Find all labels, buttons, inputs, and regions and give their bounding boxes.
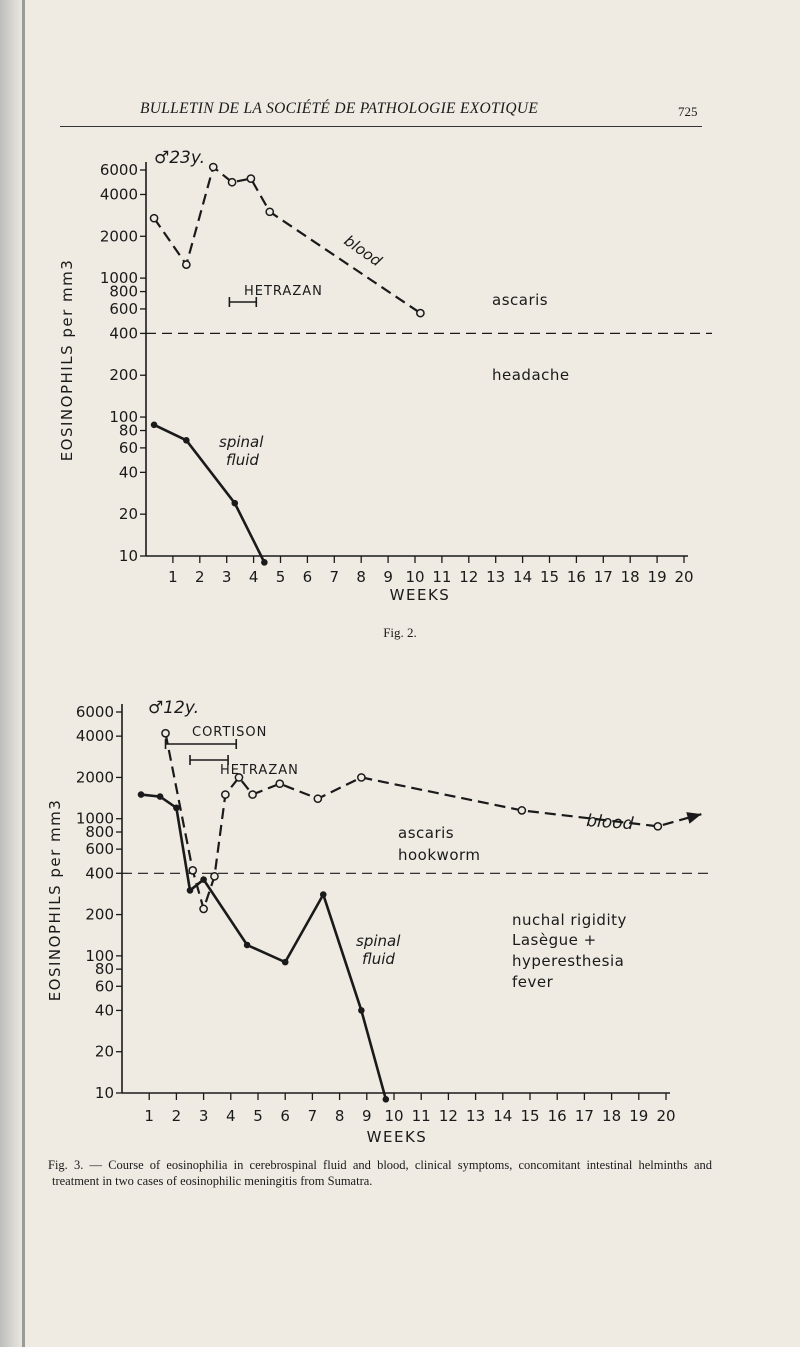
fig3-x-tick-label: 11 xyxy=(411,1107,431,1125)
fig3-y-tick-label: 100 xyxy=(85,946,114,965)
fig3-spinal-fluid-point xyxy=(383,1096,390,1103)
fig2-x-tick-label: 18 xyxy=(620,568,640,586)
fig2-y-tick-label: 1000 xyxy=(99,269,138,288)
fig3-blood-point xyxy=(654,823,661,830)
fig2-spinal-fluid-series-label: spinal xyxy=(219,433,264,451)
fig2-spinal-fluid-series-label: fluid xyxy=(226,451,259,469)
fig3-blood-point xyxy=(249,791,256,798)
fig2-x-tick-label: 2 xyxy=(195,568,205,586)
fig2-blood-series-label: blood xyxy=(340,231,386,271)
fig3-blood-point xyxy=(211,873,218,880)
page-number: 725 xyxy=(678,104,698,119)
fig3-annotation-treatment: HETRAZAN xyxy=(220,763,299,778)
fig2-x-tick-label: 9 xyxy=(383,568,393,586)
fig2-y-tick-label: 10 xyxy=(118,547,138,565)
fig3-annotation-symptom: hyperesthesia xyxy=(512,952,625,970)
fig2-blood-point xyxy=(417,310,424,317)
fig3-x-tick-label: 15 xyxy=(520,1107,540,1125)
figure-2-label: Fig. 2. xyxy=(383,625,417,640)
fig3-x-tick-label: 4 xyxy=(226,1107,236,1125)
fig3-x-tick-label: 20 xyxy=(656,1107,676,1125)
fig3-blood-point xyxy=(518,807,525,814)
fig3-spinal-fluid-point xyxy=(173,805,180,812)
fig3-x-tick-label: 2 xyxy=(171,1107,182,1125)
fig2-y-tick-label: 6000 xyxy=(99,161,138,179)
fig3-annotation-helminth: hookworm xyxy=(398,846,481,864)
fig3-y-tick-label: 10 xyxy=(94,1084,114,1102)
fig3-spinal-fluid-point xyxy=(320,891,327,898)
fig3-annotation-symptom: Lasègue + xyxy=(512,931,597,949)
fig2-blood-point xyxy=(247,175,254,182)
fig2-x-tick-label: 4 xyxy=(248,568,259,586)
figure-3-caption: Fig. 3. — Course of eosinophilia in cerebrospinal fluid and blood, clinical symptoms, concomitant intestinal helminths and treatment in two cases of eosinophilic meningitis from Sumatra. xyxy=(48,1158,712,1188)
fig2-x-tick-label: 6 xyxy=(302,568,313,586)
fig2-y-tick-label: 40 xyxy=(118,463,138,482)
running-header: BULLETIN DE LA SOCIÉTÉ DE PATHOLOGIE EXOTIQUE xyxy=(140,100,539,117)
fig3-blood-point xyxy=(162,730,169,737)
fig3-spinal-fluid-point xyxy=(138,791,145,798)
fig2-y-tick-label: 100 xyxy=(109,408,138,427)
fig3-x-tick-label: 14 xyxy=(493,1107,513,1125)
fig2-annotation-symptom: headache xyxy=(492,366,570,384)
fig3-y-tick-label: 80 xyxy=(94,960,114,979)
fig2-annotation-treatment: HETRAZAN xyxy=(244,284,323,299)
fig3-y-tick-label: 1000 xyxy=(75,809,114,828)
fig2-y-tick-label: 80 xyxy=(118,421,138,440)
fig2-y-tick-label: 400 xyxy=(109,324,138,343)
fig3-y-tick-label: 20 xyxy=(94,1042,114,1061)
fig3-x-tick-label: 16 xyxy=(547,1107,567,1125)
fig3-spinal-fluid-point xyxy=(200,876,207,883)
fig2-x-tick-label: 5 xyxy=(275,568,286,586)
fig2-y-axis-title: EOSINOPHILS per mm3 xyxy=(58,258,76,462)
fig3-y-tick-label: 2000 xyxy=(75,768,114,787)
fig3-x-tick-label: 6 xyxy=(280,1107,290,1125)
fig2-annotation-helminth: ascaris xyxy=(492,291,549,309)
fig3-x-axis-title: WEEKS xyxy=(366,1128,428,1146)
fig3-annotation-symptom: fever xyxy=(512,973,554,991)
fig2-x-tick-label: 14 xyxy=(513,568,533,586)
fig3-y-axis-title: EOSINOPHILS per mm3 xyxy=(46,798,64,1002)
fig3-spinal-fluid-series-label: fluid xyxy=(362,950,395,968)
fig2-x-tick-label: 17 xyxy=(593,568,613,586)
fig3-x-tick-label: 13 xyxy=(466,1107,486,1125)
fig3-y-tick-label: 40 xyxy=(94,1001,114,1020)
fig3-x-tick-label: 8 xyxy=(334,1107,345,1125)
fig2-x-axis-title: WEEKS xyxy=(389,586,451,604)
fig3-y-tick-label: 400 xyxy=(85,864,114,883)
fig3-x-tick-label: 9 xyxy=(362,1107,372,1125)
fig3-annotation-symptom: nuchal rigidity xyxy=(512,911,627,929)
fig2-x-tick-label: 8 xyxy=(356,568,366,586)
fig2-x-tick-label: 15 xyxy=(539,568,560,586)
fig2-blood-point xyxy=(266,208,273,215)
fig2-blood-point xyxy=(210,163,217,170)
fig2-y-tick-label: 2000 xyxy=(99,227,138,246)
fig2-spinal-fluid-point xyxy=(231,500,238,507)
fig2-x-tick-label: 20 xyxy=(674,568,694,586)
fig3-y-tick-label: 60 xyxy=(94,977,114,996)
fig3-blood-point xyxy=(222,791,229,798)
fig3-x-tick-label: 17 xyxy=(574,1107,594,1125)
fig3-spinal-fluid-point xyxy=(157,793,164,800)
fig3-spinal-fluid-point xyxy=(187,887,194,894)
fig3-x-tick-label: 3 xyxy=(198,1107,209,1125)
fig3-x-tick-label: 18 xyxy=(602,1107,622,1125)
fig3-annotation-helminth: ascaris xyxy=(398,824,455,842)
fig2-blood-point xyxy=(228,179,235,186)
fig3-spinal-fluid-point xyxy=(282,959,289,966)
fig3-blood-series-label: blood xyxy=(585,811,635,835)
fig2-x-tick-label: 16 xyxy=(566,568,586,586)
fig2-x-tick-label: 1 xyxy=(168,568,178,586)
fig3-patient-label: ♂12y. xyxy=(148,698,200,718)
fig2-spinal-fluid-point xyxy=(261,559,268,566)
fig3-blood-point xyxy=(276,780,283,787)
fig2-y-tick-label: 60 xyxy=(118,438,138,457)
fig2-x-tick-label: 19 xyxy=(647,568,667,586)
fig2-patient-label: ♂23y. xyxy=(154,148,206,168)
fig3-spinal-fluid-point xyxy=(244,942,251,949)
fig3-x-tick-label: 5 xyxy=(253,1107,263,1125)
fig3-spinal-fluid-line xyxy=(141,795,386,1100)
fig2-spinal-fluid-point xyxy=(151,421,158,428)
fig2-y-tick-label: 4000 xyxy=(99,185,138,204)
fig3-y-tick-label: 4000 xyxy=(75,727,114,746)
fig3-y-tick-label: 600 xyxy=(85,840,114,859)
fig2-spinal-fluid-point xyxy=(183,437,190,444)
fig3-spinal-fluid-point xyxy=(358,1007,365,1014)
fig3-blood-point xyxy=(314,795,321,802)
fig2-blood-point xyxy=(183,261,190,268)
fig3-y-tick-label: 800 xyxy=(85,823,114,842)
fig2-x-tick-label: 10 xyxy=(405,568,425,586)
fig3-x-tick-label: 19 xyxy=(629,1107,649,1125)
fig3-blood-point xyxy=(358,774,365,781)
fig2-x-tick-label: 11 xyxy=(432,568,452,586)
fig3-blood-point xyxy=(200,905,207,912)
fig2-x-tick-label: 12 xyxy=(459,568,479,586)
fig2-y-tick-label: 600 xyxy=(109,299,138,318)
fig3-x-tick-label: 1 xyxy=(144,1107,154,1125)
fig3-spinal-fluid-series-label: spinal xyxy=(356,932,401,950)
fig3-annotation-treatment: CORTISON xyxy=(192,725,268,740)
fig2-x-tick-label: 3 xyxy=(221,568,232,586)
fig2-y-tick-label: 800 xyxy=(109,282,138,301)
fig2-x-tick-label: 13 xyxy=(486,568,506,586)
fig3-y-tick-label: 200 xyxy=(85,905,114,924)
fig3-x-tick-label: 12 xyxy=(438,1107,458,1125)
fig2-blood-point xyxy=(150,215,157,222)
fig2-x-tick-label: 7 xyxy=(329,568,340,586)
fig2-y-tick-label: 200 xyxy=(109,366,138,385)
fig3-y-tick-label: 6000 xyxy=(75,703,114,721)
fig3-x-tick-label: 10 xyxy=(384,1107,404,1125)
fig2-y-tick-label: 20 xyxy=(118,505,138,524)
fig3-x-tick-label: 7 xyxy=(307,1107,318,1125)
fig3-blood-point xyxy=(189,867,196,874)
fig3-blood-arrowhead xyxy=(686,812,701,824)
